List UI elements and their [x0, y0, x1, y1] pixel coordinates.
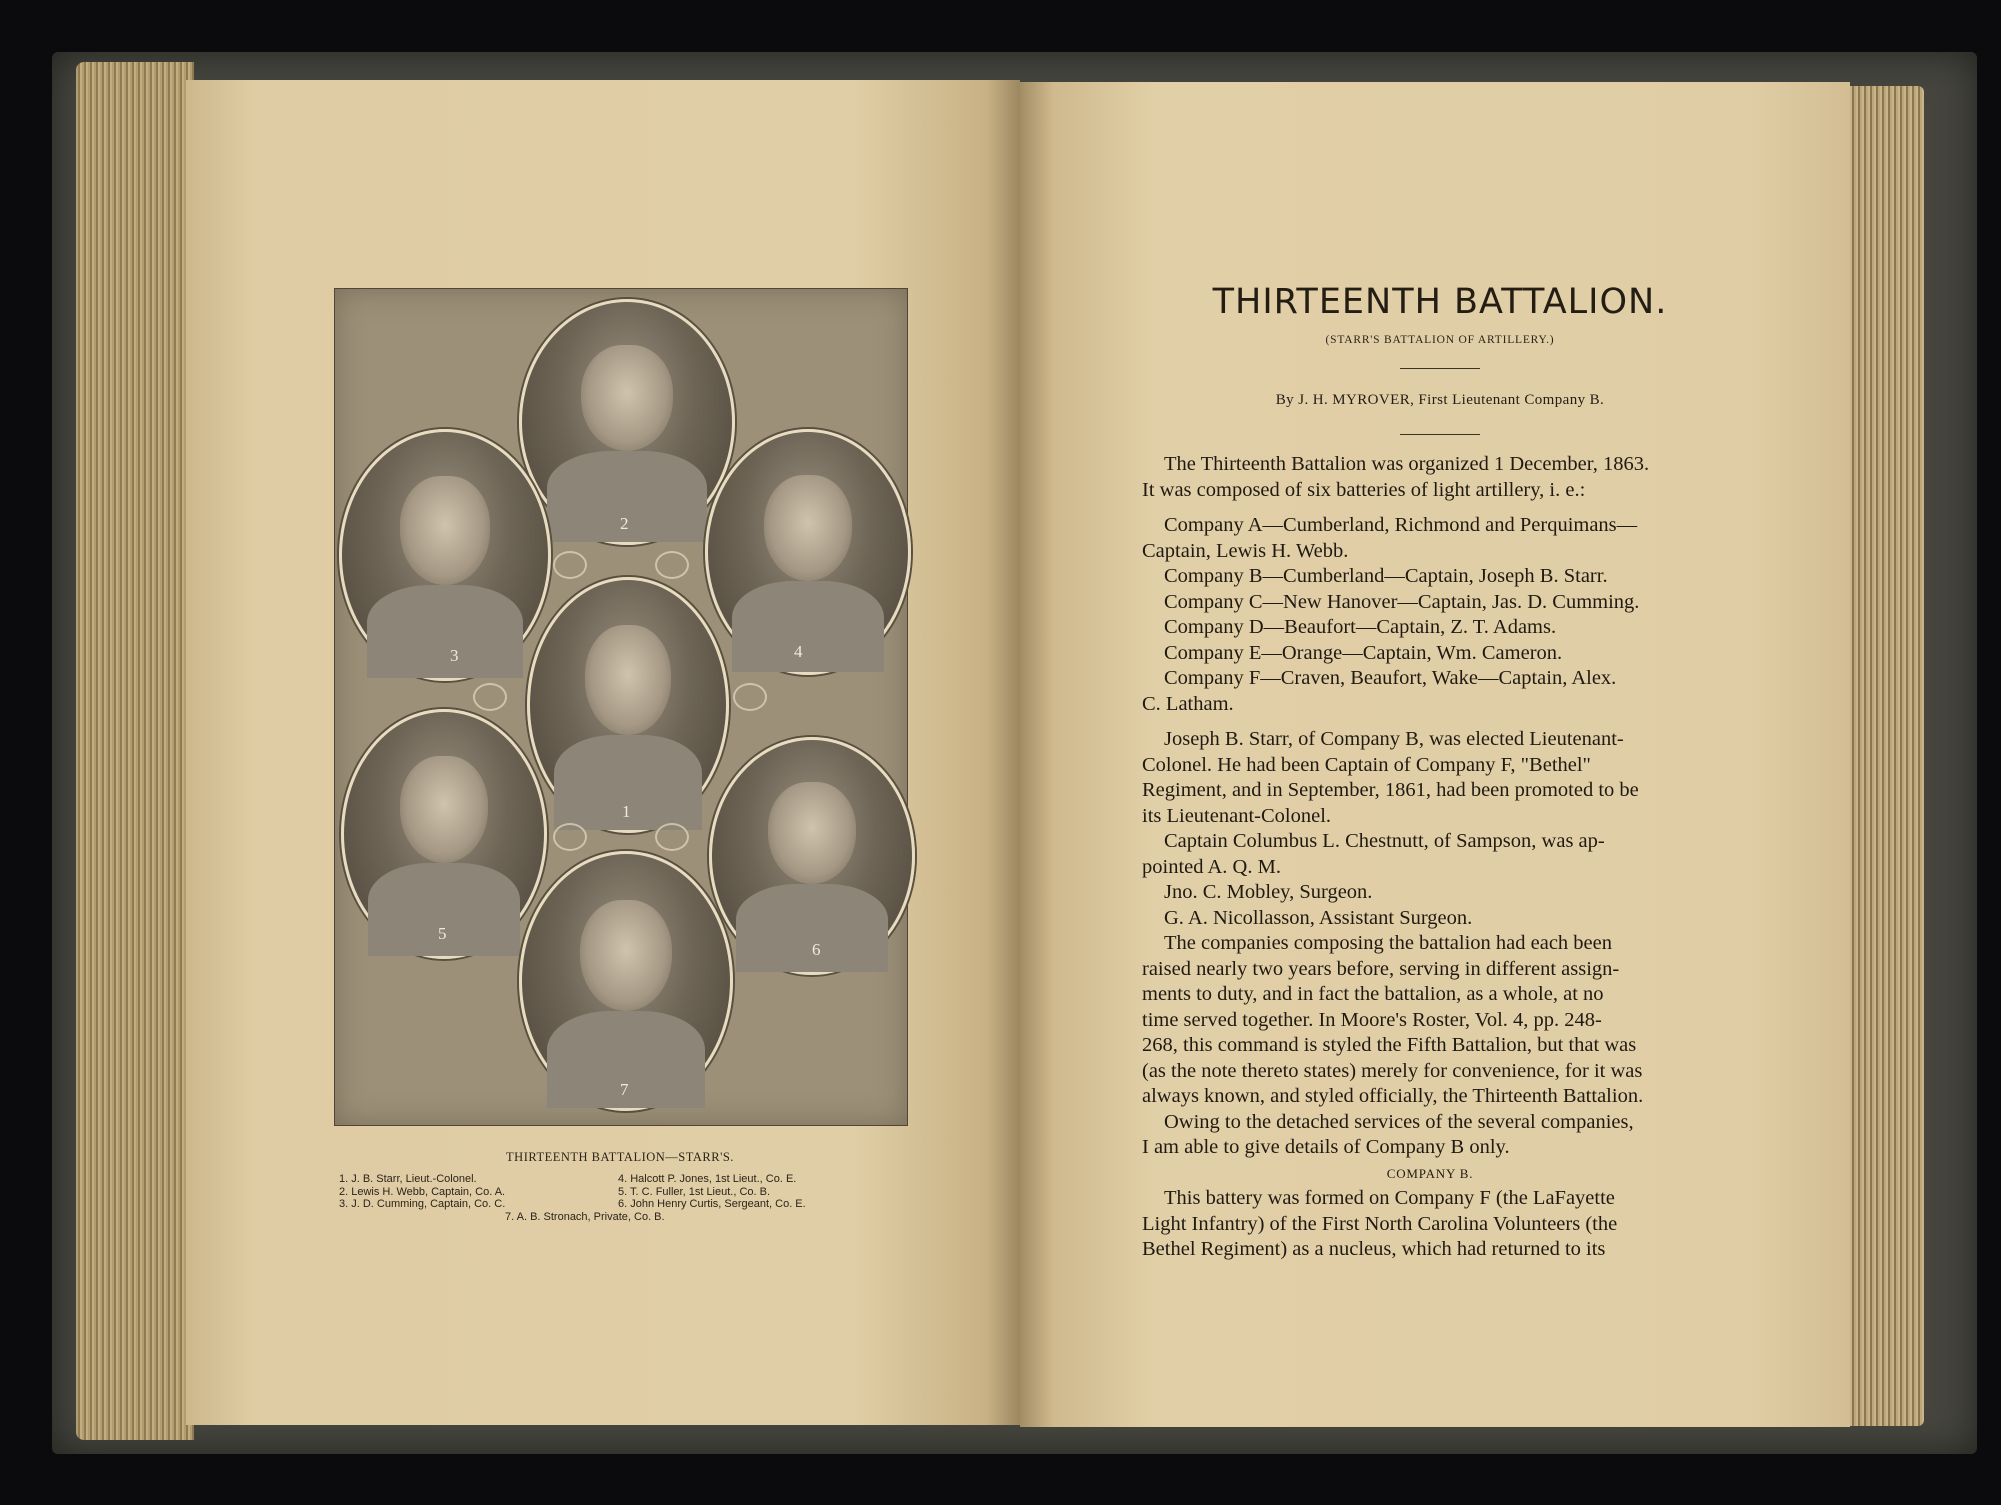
portrait-number: 2 [620, 514, 629, 533]
legend-item: 7. A. B. Stronach, Private, Co. B. [505, 1211, 665, 1223]
paragraph-line: raised nearly two years before, serving in different assign- [1142, 957, 1620, 980]
portrait-2 [519, 299, 735, 545]
paragraph-line: Captain Columbus L. Chestnutt, of Sampson, was ap- [1164, 830, 1605, 852]
paragraph-line: G. A. Nicollasson, Assistant Surgeon. [1164, 906, 1473, 929]
paragraph-line: its Lieutenant-Colonel. [1142, 804, 1332, 827]
portrait-1 [527, 577, 729, 833]
company-line: Company A—Cumberland, Richmond and Perquimans— [1164, 514, 1638, 536]
portrait-number: 4 [794, 642, 803, 661]
legend-item: 1. J. B. Starr, Lieut.-Colonel. [339, 1173, 477, 1185]
article-title: THIRTEENTH BATTALION. [1212, 282, 1668, 322]
paragraph-line: always known, and styled officially, the Thirteenth Battalion. [1142, 1085, 1644, 1107]
paragraph-line: Owing to the detached services of the several companies, [1164, 1110, 1634, 1133]
paragraph-line: This battery was formed on Company F (the LaFayette [1164, 1187, 1615, 1209]
rose-ornament [553, 551, 587, 579]
rose-ornament [733, 683, 767, 711]
portrait-number: 7 [620, 1080, 629, 1099]
company-line: Company F—Craven, Beaufort, Wake—Captain, Alex. [1164, 667, 1617, 689]
paragraph-line: The companies composing the battalion had each been [1164, 932, 1612, 954]
plate-caption-title: THIRTEENTH BATTALION—STARR'S. [506, 1150, 734, 1164]
paragraph-line: Colonel. He had been Captain of Company F, "Bethel" [1142, 753, 1591, 776]
portrait-6 [709, 737, 915, 975]
article-byline: By J. H. MYROVER, First Lieutenant Company B. [1275, 392, 1605, 408]
rose-ornament [553, 823, 587, 851]
portrait-3 [339, 429, 551, 681]
legend-item: 3. J. D. Cumming, Captain, Co. C. [339, 1198, 506, 1210]
portrait-number: 5 [438, 924, 447, 943]
portrait-number: 1 [622, 802, 631, 821]
portrait-4 [705, 429, 911, 675]
paragraph-line: pointed A. Q. M. [1142, 855, 1281, 878]
paragraph-line: Bethel Regiment) as a nucleus, which had returned to its [1142, 1238, 1606, 1260]
paragraph-line: Light Infantry) of the First North Carolina Volunteers (the [1142, 1212, 1618, 1235]
company-line: Company E—Orange—Captain, Wm. Cameron. [1164, 641, 1563, 664]
divider [1400, 434, 1480, 435]
paragraph-line: Joseph B. Starr, of Company B, was elected Lieutenant- [1164, 728, 1624, 750]
page-edges-right [1838, 86, 1924, 1426]
paragraph-line: Regiment, and in September, 1861, had been promoted to be [1142, 779, 1639, 801]
page-edges-left [76, 62, 194, 1440]
section-heading: COMPANY B. [1386, 1165, 1474, 1181]
portrait-number: 3 [450, 646, 459, 665]
rose-ornament [655, 551, 689, 579]
portrait-number: 6 [812, 940, 821, 959]
portrait-5 [341, 709, 547, 959]
company-line: Captain, Lewis H. Webb. [1142, 539, 1349, 562]
rose-ornament [655, 823, 689, 851]
paragraph-line: It was composed of six batteries of light artillery, i. e.: [1142, 478, 1586, 501]
rose-ornament [473, 683, 507, 711]
article-body [1142, 452, 1718, 1263]
paragraph-line: ments to duty, and in fact the battalion, as a whole, at no [1142, 983, 1604, 1005]
paragraph-line: (as the note thereto states) merely for convenience, for it was [1142, 1059, 1643, 1082]
portrait-7 [519, 851, 733, 1111]
portrait-plate [334, 288, 908, 1126]
plate-legend-left [339, 1173, 505, 1211]
company-line: Company B—Cumberland—Captain, Joseph B. Starr. [1164, 565, 1608, 587]
paragraph-line: Jno. C. Mobley, Surgeon. [1164, 881, 1373, 903]
company-line: Company D—Beaufort—Captain, Z. T. Adams. [1164, 616, 1557, 638]
paragraph-line: I am able to give details of Company B only. [1142, 1136, 1510, 1158]
legend-item: 4. Halcott P. Jones, 1st Lieut., Co. E. [618, 1173, 797, 1185]
legend-item: 2. Lewis H. Webb, Captain, Co. A. [339, 1185, 506, 1198]
paragraph-line: 268, this command is styled the Fifth Battalion, but that was [1142, 1034, 1637, 1056]
paragraph-line: time served together. In Moore's Roster, Vol. 4, pp. 248- [1142, 1008, 1602, 1031]
company-line: C. Latham. [1142, 692, 1234, 715]
divider [1400, 368, 1480, 369]
legend-item: 6. John Henry Curtis, Sergeant, Co. E. [618, 1198, 806, 1210]
plate-legend-right [618, 1173, 806, 1211]
legend-item: 5. T. C. Fuller, 1st Lieut., Co. B. [618, 1185, 771, 1198]
paragraph-line: The Thirteenth Battalion was organized 1 December, 1863. [1164, 453, 1650, 475]
company-line: Company C—New Hanover—Captain, Jas. D. Cumming. [1164, 590, 1640, 613]
article-subtitle: (STARR'S BATTALION OF ARTILLERY.) [1325, 334, 1555, 346]
